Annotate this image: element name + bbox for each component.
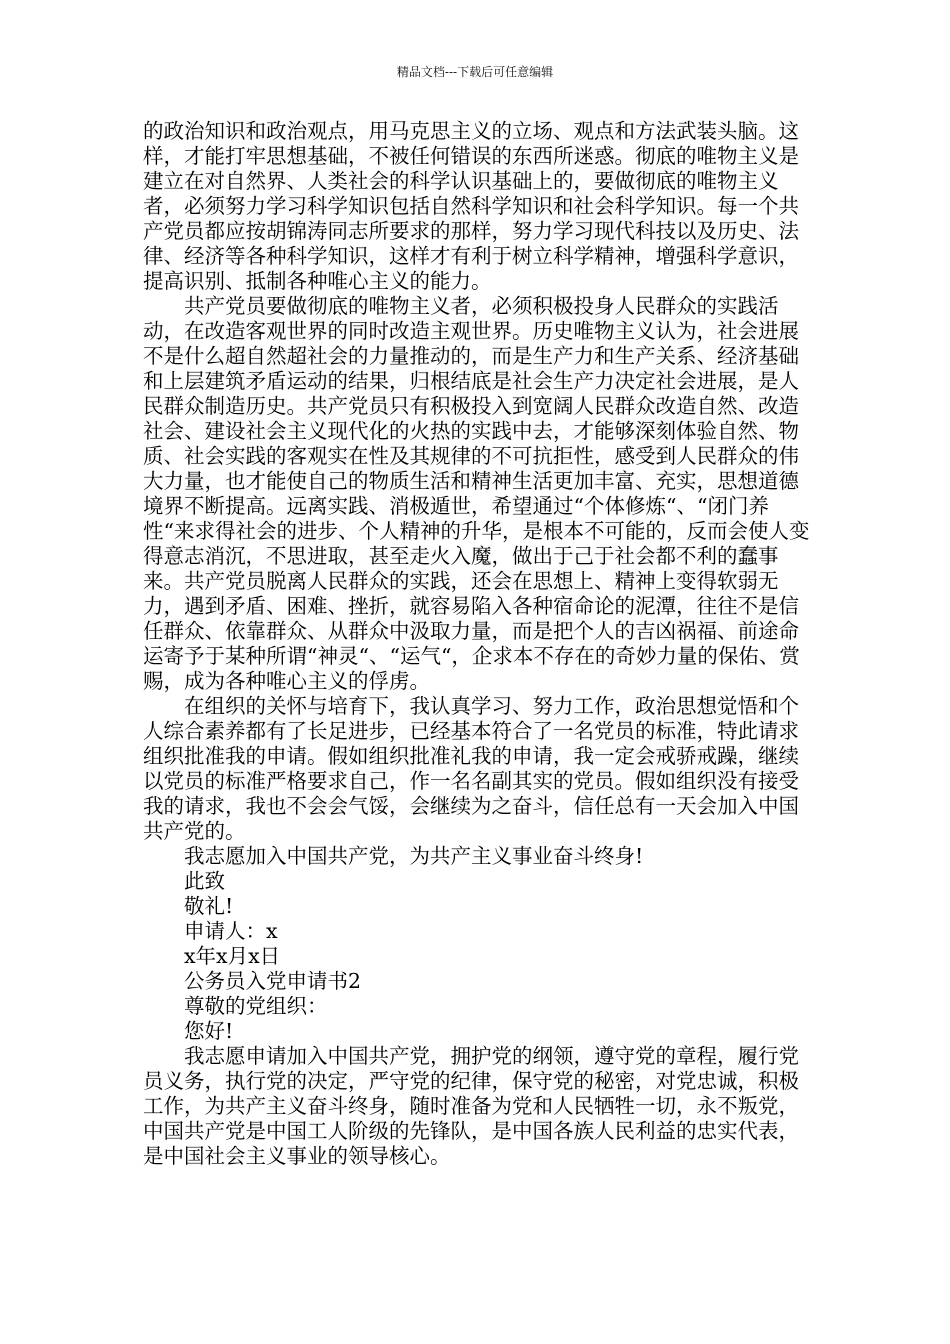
page-header (0, 64, 950, 80)
document-body (143, 119, 813, 1169)
closing-salutation: 此致 (184, 869, 225, 893)
paragraph-3: 在组织的关怀与培育下，我认真学习、努力工作，政治思想觉悟和个人综合素养都有了长足进步，已经基本符合了一名党员的标准，特此请求组织批准我的申请。假如组织批准礼我的申请，我一定会戒骄戒躁，继续以党员的标准严格要求自己，作一名名副其实的党员。假如组织没有接受我的请求，我也不会会气馁，会继续为之奋斗，信任总有一天会加入中国共产党的。 (143, 694, 799, 843)
greeting-line: 尊敬的党组织： (184, 994, 328, 1018)
hello-line: 您好! (184, 1019, 234, 1043)
closing-respect: 敬礼! (184, 894, 234, 918)
applicant-line: 申请人：x (184, 919, 278, 943)
section-title: 公务员入党申请书2 (184, 969, 362, 993)
pledge-line: 我志愿加入中国共产党，为共产主义事业奋斗终身! (184, 844, 644, 868)
header-text: 精品文档---下载后可任意编辑 (396, 65, 554, 79)
paragraph-2: 共产党员要做彻底的唯物主义者，必须积极投身人民群众的实践活动，在改造客观世界的同时改造主观世界。历史唯物主义认为，社会进展不是什么超自然超社会的力量推动的，而是生产力和生产关系、经济基础和上层建筑矛盾运动的结果，归根结底是社会生产力决定社会进展，是人民群众制造历史。共产党员只有积极投入到宽阔人民群众改造自然、改造社会、建设社会主义现代化的火热的实践中去，才能够深刻体验自然、物质、社会实践的客观实在性及其规律的不可抗拒性，感受到人民群众的伟大力量，也才能使自己的物质生活和精神生活更加丰富、充实，思想道德境界不断提高。远离实践、消极遁世，希望通过“个体修炼“、“闭门养性“来求得社会的进步、个人精神的升华，是根本不可能的，反而会使人变得意志消沉，不思进取，甚至走火入魔，做出于己于社会都不利的蠢事来。共产党员脱离人民群众的实践，还会在思想上、精神上变得软弱无力，遇到矛盾、困难、挫折，就容易陷入各种宿命论的泥潭，往往不是信任群众、依靠群众、从群众中汲取力量，而是把个人的吉凶祸福、前途命运寄予于某种所谓“神灵“、“运气“，企求本不存在的奇妙力量的保佑、赏赐，成为各种唯心主义的俘虏。 (143, 294, 810, 693)
paragraph-1: 的政治知识和政治观点，用马克思主义的立场、观点和方法武装头脑。这样，才能打牢思想基础，不被任何错误的东西所迷惑。彻底的唯物主义是建立在对自然界、人类社会的科学认识基础上的，要做彻底的唯物主义者，必须努力学习科学知识包括自然科学知识和社会科学知识。每一个共产党员都应按胡锦涛同志所要求的那样，努力学习现代科技以及历史、法律、经济等各种科学知识，这样才有利于树立科学精神，增强科学意识，提高识别、抵制各种唯心主义的能力。 (143, 119, 799, 293)
date-line: x年x月x日 (184, 944, 281, 968)
paragraph-4: 我志愿申请加入中国共产党，拥护党的纲领，遵守党的章程，履行党员义务，执行党的决定，严守党的纪律，保守党的秘密，对党忠诚，积极工作，为共产主义奋斗终身，随时准备为党和人民牺牲一切，永不叛党，中国共产党是中国工人阶级的先锋队，是中国各族人民利益的忠实代表，是中国社会主义事业的领导核心。 (143, 1044, 799, 1168)
